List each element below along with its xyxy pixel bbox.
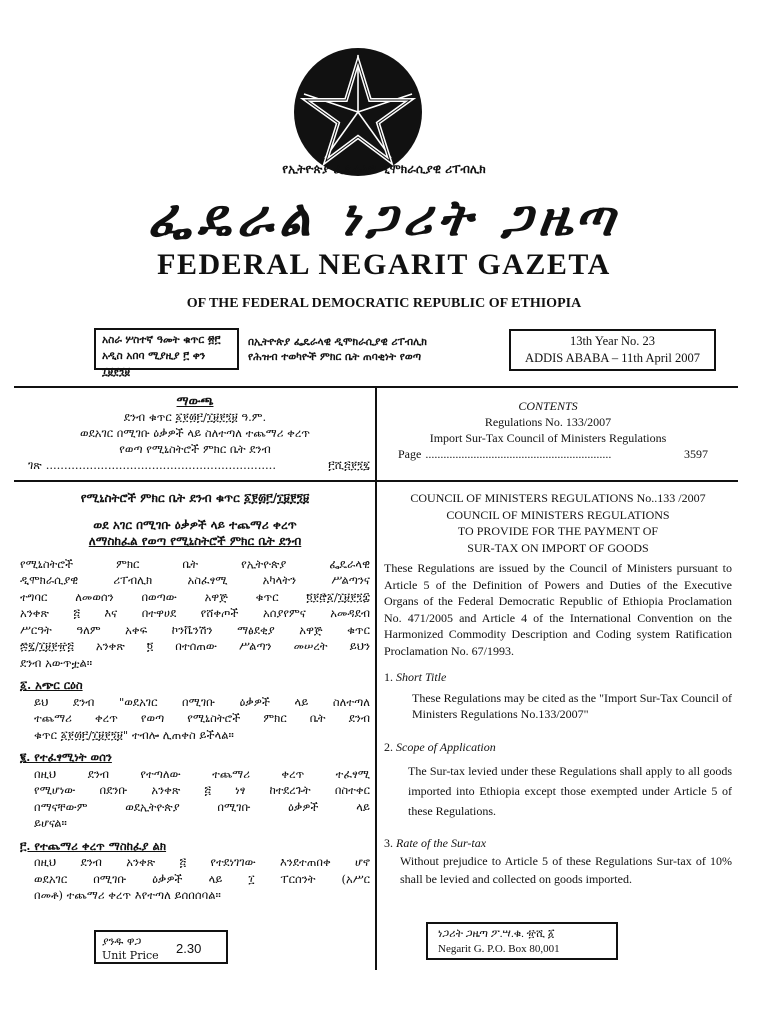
- english-page-dots: ..............................................................: [425, 447, 612, 461]
- unit-price-box: [94, 930, 228, 964]
- section-number: 2.: [384, 739, 393, 754]
- amharic-regulation-text: [20, 490, 370, 904]
- english-gazette-title: FEDERAL NEGARIT GAZETA: [157, 248, 611, 281]
- amharic-section-line: ተጨማሪ ቀረጥ የወጣ የሚኒስትሮች ምክር ቤት ደንብ: [34, 711, 370, 725]
- amharic-section-line: በዚህ ደንብ አንቀጽ ፭ የተደነገገው እንደተጠበቀ ሆኖ: [34, 855, 370, 869]
- english-section-title: [384, 739, 732, 756]
- english-page-number: 3597: [684, 447, 708, 461]
- english-regulation-subtitle: COUNCIL OF MINISTERS REGULATIONS: [446, 507, 670, 522]
- unit-price-value: 2.30: [176, 941, 202, 956]
- english-subtitle: OF THE FEDERAL DEMOCRATIC REPUBLIC OF ETHIOPIA: [186, 296, 582, 311]
- english-page-label: Page: [398, 447, 422, 461]
- english-issue-year: 13th Year No. 23: [569, 334, 656, 348]
- english-regulation-title: COUNCIL OF MINISTERS REGULATIONS No..133 /2007: [410, 491, 706, 505]
- english-intro: These Regulations are issued by the Council of Ministers pursuant to Article 5 of the Definition of Powers and Duties of the Executive Organs of the Federal Democratic Republic of Ethiopia Proclamation No. 471/2005 and Article 4 of the International Convention on the Harmonized Commodity Description and Coding system Ratification Proclamation No. 67/1993.: [384, 561, 732, 658]
- english-section-title: [384, 835, 732, 852]
- amharic-contents: [20, 393, 370, 473]
- amharic-section-line: ወደአገር በሚገቡ ዕቃዎች ላይ ፲ ፐርሰንት (አሥር: [34, 871, 370, 886]
- section-number: 1.: [384, 670, 393, 684]
- unit-price-label-amharic: ያንዱ ዋጋ: [102, 935, 142, 948]
- english-regulation-subtitle: SUR-TAX ON IMPORT OF GOODS: [467, 540, 649, 555]
- amharic-section-title: ፪. የተፈፃሚነት ወሰን: [20, 750, 112, 764]
- amharic-gazette-title: ፌዴራል ነጋሪት ጋዜጣ: [147, 188, 621, 247]
- english-section-body: Without prejudice to Article 5 of these Regulations Sur-tax of 10% shall be levied and collected on goods imported.: [400, 853, 732, 886]
- english-issue-date: ADDIS ABABA – 11th April 2007: [525, 351, 700, 365]
- unit-price-label: Unit Price: [102, 949, 159, 962]
- amharic-section-line: የሚሆነው በደንቡ አንቀጽ ፭ ነፃ ከተደረጉት በስተቀር: [34, 783, 370, 797]
- amharic-page-dots: ...............................................................: [45, 458, 276, 472]
- national-emblem-icon: [293, 47, 423, 177]
- english-contents-page: [388, 446, 708, 462]
- po-box-english: Negarit G. P.O. Box 80,001: [438, 943, 560, 955]
- amharic-contents-line: የወጣ የሚኒስትሮች ምክር ቤት ደንብ: [119, 442, 271, 456]
- english-contents-heading: CONTENTS: [518, 399, 578, 413]
- amharic-regulation-subtitle: ለማስከፈል የወጣ የሚኒስትሮች ምክር ቤት ደንብ: [88, 534, 302, 548]
- amharic-contents-heading: ማውጫ: [176, 393, 214, 408]
- section-heading: Short Title: [396, 670, 447, 684]
- amharic-section-line: ይሆናል።: [34, 816, 67, 830]
- amharic-intro-line: ዲሞክራሲያዊ ሪፐብሊክ አስፈፃሚ አካላትን ሥልጣንና: [20, 573, 370, 587]
- english-contents-line: Regulations No. 133/2007: [484, 415, 612, 429]
- amharic-intro-line: አንቀጽ ፭ እና በተዋሀደ የሸቀጦች አሰያየምና አመዳደብ: [20, 606, 370, 620]
- amharic-issue-date: አዲስ አበባ ሚያዚያ ፫ ቀን ፲፱፻፺፱: [102, 350, 206, 378]
- po-box: [426, 922, 618, 960]
- english-section-body: The Sur-tax levied under these Regulations shall apply to all goods imported into Ethiopia except those exempted under Article 5 of these Regulations.: [408, 764, 732, 818]
- amharic-section-line: ይህ ደንብ "ወደአገር በሚገቡ ዕቃዎች ላይ ስለተጣለ: [34, 694, 370, 709]
- publisher-note: [248, 335, 498, 365]
- amharic-contents-line: ወደአገር በሚገቡ ዕቃዎች ላይ ስለተጣለ ተጨማሪ ቀረጥ: [79, 426, 311, 440]
- amharic-intro-line: ተግባር ለመወሰን በወጣው አዋጅ ቁጥር ፬፻፸፩/፲፱፻፺፰: [20, 589, 370, 604]
- column-divider: [375, 386, 377, 970]
- amharic-country-name: የኢትዮጵያ ፌዴራላዊ ዲሞክራሲያዊ ሪፐብሊክ: [282, 162, 486, 176]
- english-regulation-subtitle: TO PROVIDE FOR THE PAYMENT OF: [457, 524, 659, 538]
- publisher-note-line2: የሕዝብ ተወካዮች ምክር ቤት ጠባቂነት የወጣ: [248, 351, 422, 363]
- amharic-intro-line: ፷፯/፲፱፻፹፭ አንቀጽ ፬ በተሰጠው ሥልጣን መሠረት ይህን: [20, 639, 370, 653]
- english-section-title: [384, 669, 732, 686]
- amharic-contents-page: [20, 457, 370, 473]
- english-section-body: These Regulations may be cited as the "Import Sur-Tax Council of Ministers Regulations No.133/2007": [412, 690, 732, 721]
- amharic-section-title: ፫. የተጨማሪ ቀረጥ ማስከፈያ ልክ: [20, 838, 167, 853]
- amharic-page-number: ፫ሺ፭፻፺፯: [328, 458, 370, 472]
- amharic-section-line: በማናቸውም ወደኢትዮጵያ በሚገቡ ዕቃዎች ላይ: [34, 799, 370, 814]
- amharic-page-label: ገጽ: [28, 458, 42, 472]
- english-issue-box: [509, 329, 716, 371]
- section-number: 3.: [384, 836, 393, 850]
- section-heading: Rate of the Sur-tax: [396, 836, 487, 850]
- amharic-regulation-title: የሚኒስትሮች ምክር ቤት ደንብ ቁጥር ፩፻፴፫/፲፱፻፺፱: [80, 491, 310, 505]
- publisher-note-line1: በኢትዮጵያ ፌዴራላዊ ዲሞክራሲያዊ ሪፐብሊክ: [248, 336, 427, 348]
- amharic-section-line: ቁጥር ፩፻፴፫/፲፱፻፺፱" ተብሎ ሊጠቀስ ይችላል።: [34, 727, 234, 742]
- amharic-issue-box: [94, 328, 239, 378]
- amharic-issue-year: አስራ ሦስተኛ ዓመት ቁጥር ፳፫: [102, 334, 221, 346]
- amharic-intro-line: የሚኒስትሮች ምክር ቤት የኢትዮጵያ ፌዴራላዊ: [20, 556, 370, 571]
- section-heading: Scope of Application: [396, 739, 496, 754]
- amharic-intro-line: ሥርዓት ዓለም አቀፍ ኮንቬንሽን ማፅደቂያ አዋጅ ቁጥር: [20, 622, 370, 637]
- english-contents-line: Import Sur-Tax Council of Ministers Regulations: [429, 431, 667, 445]
- amharic-contents-line: ደንብ ቁጥር ፩፻፴፫/፲፱፻፺፱ ዓ.ም.: [123, 410, 267, 424]
- amharic-regulation-subtitle: ወደ አገር በሚገቡ ዕቃዎች ላይ ተጨማሪ ቀረጥ: [93, 517, 297, 532]
- amharic-section-line: በመቶ) ተጨማሪ ቀረጥ እየተጣለ ይሰበሰባል።: [34, 888, 221, 902]
- english-contents: [388, 398, 708, 462]
- amharic-section-title: ፩. አጭር ርዕስ: [20, 678, 83, 692]
- po-box-amharic: ነጋሪት ጋዜጣ ፖ.ሣ.ቁ. ፹ሺ ፩: [438, 928, 555, 940]
- amharic-intro-line: ደንብ አውጥቷል።: [20, 655, 93, 670]
- english-regulation-text: [384, 490, 732, 888]
- amharic-section-line: በዚህ ደንብ የተጣለው ተጨማሪ ቀረጥ ተፈፃሚ: [34, 766, 370, 781]
